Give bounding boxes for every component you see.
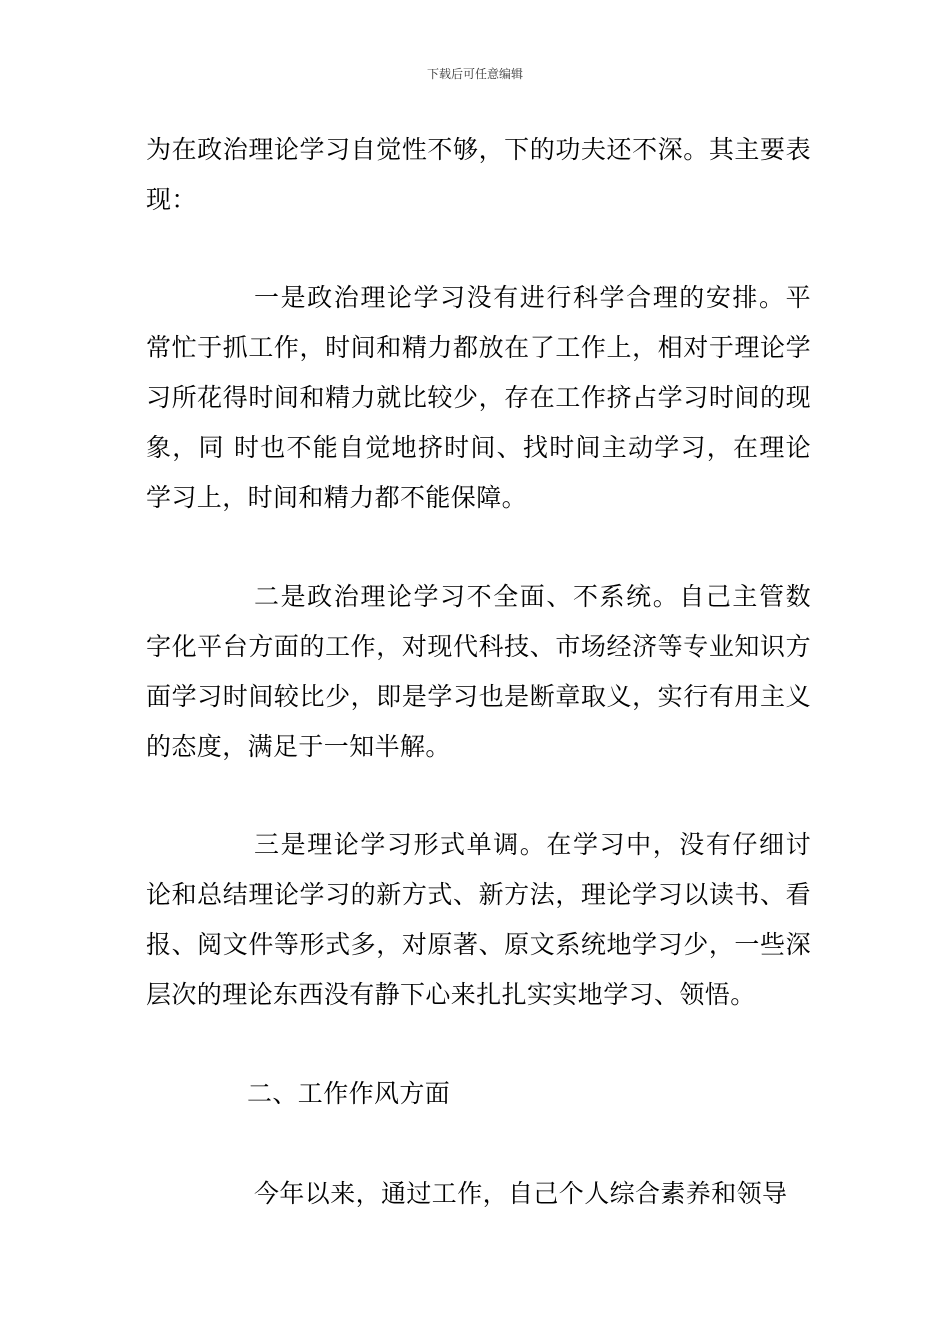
paragraph-point-two: 二是政治理论学习不全面、不系统。自己主管数字化平台方面的工作，对现代科技、市场经济等专业知识方面学习时间较比少，即是学习也是断章取义，实行有用主义的态度，满足于一知半解。 [146, 582, 811, 761]
paragraph-point-one: 一是政治理论学习没有进行科学合理的安排。平常忙于抓工作，时间和精力都放在了工作上，相对于理论学习所花得时间和精力就比较少，存在工作挤占学习时间的现象，同 时也不能自觉地挤时间、找时间主动学习，在理论学习上，时间和精力都不能保障。 [146, 283, 811, 512]
section-heading: 二、工作作风方面 [247, 1079, 451, 1108]
paragraph-intro: 为在政治理论学习自觉性不够，下的功夫还不深。其主要表现： [146, 135, 811, 214]
paragraph-point-three: 三是理论学习形式单调。在学习中，没有仔细讨论和总结理论学习的新方式、新方法，理论学习以读书、看报、阅文件等形式多，对原著、原文系统地学习少，一些深层次的理论东西没有静下心来扎扎实实地学习、领悟。 [146, 830, 811, 1009]
page-header: 下载后可任意编辑 [426, 67, 523, 81]
paragraph-section-start: 今年以来，通过工作，自己个人综合素养和领导 [254, 1179, 788, 1208]
